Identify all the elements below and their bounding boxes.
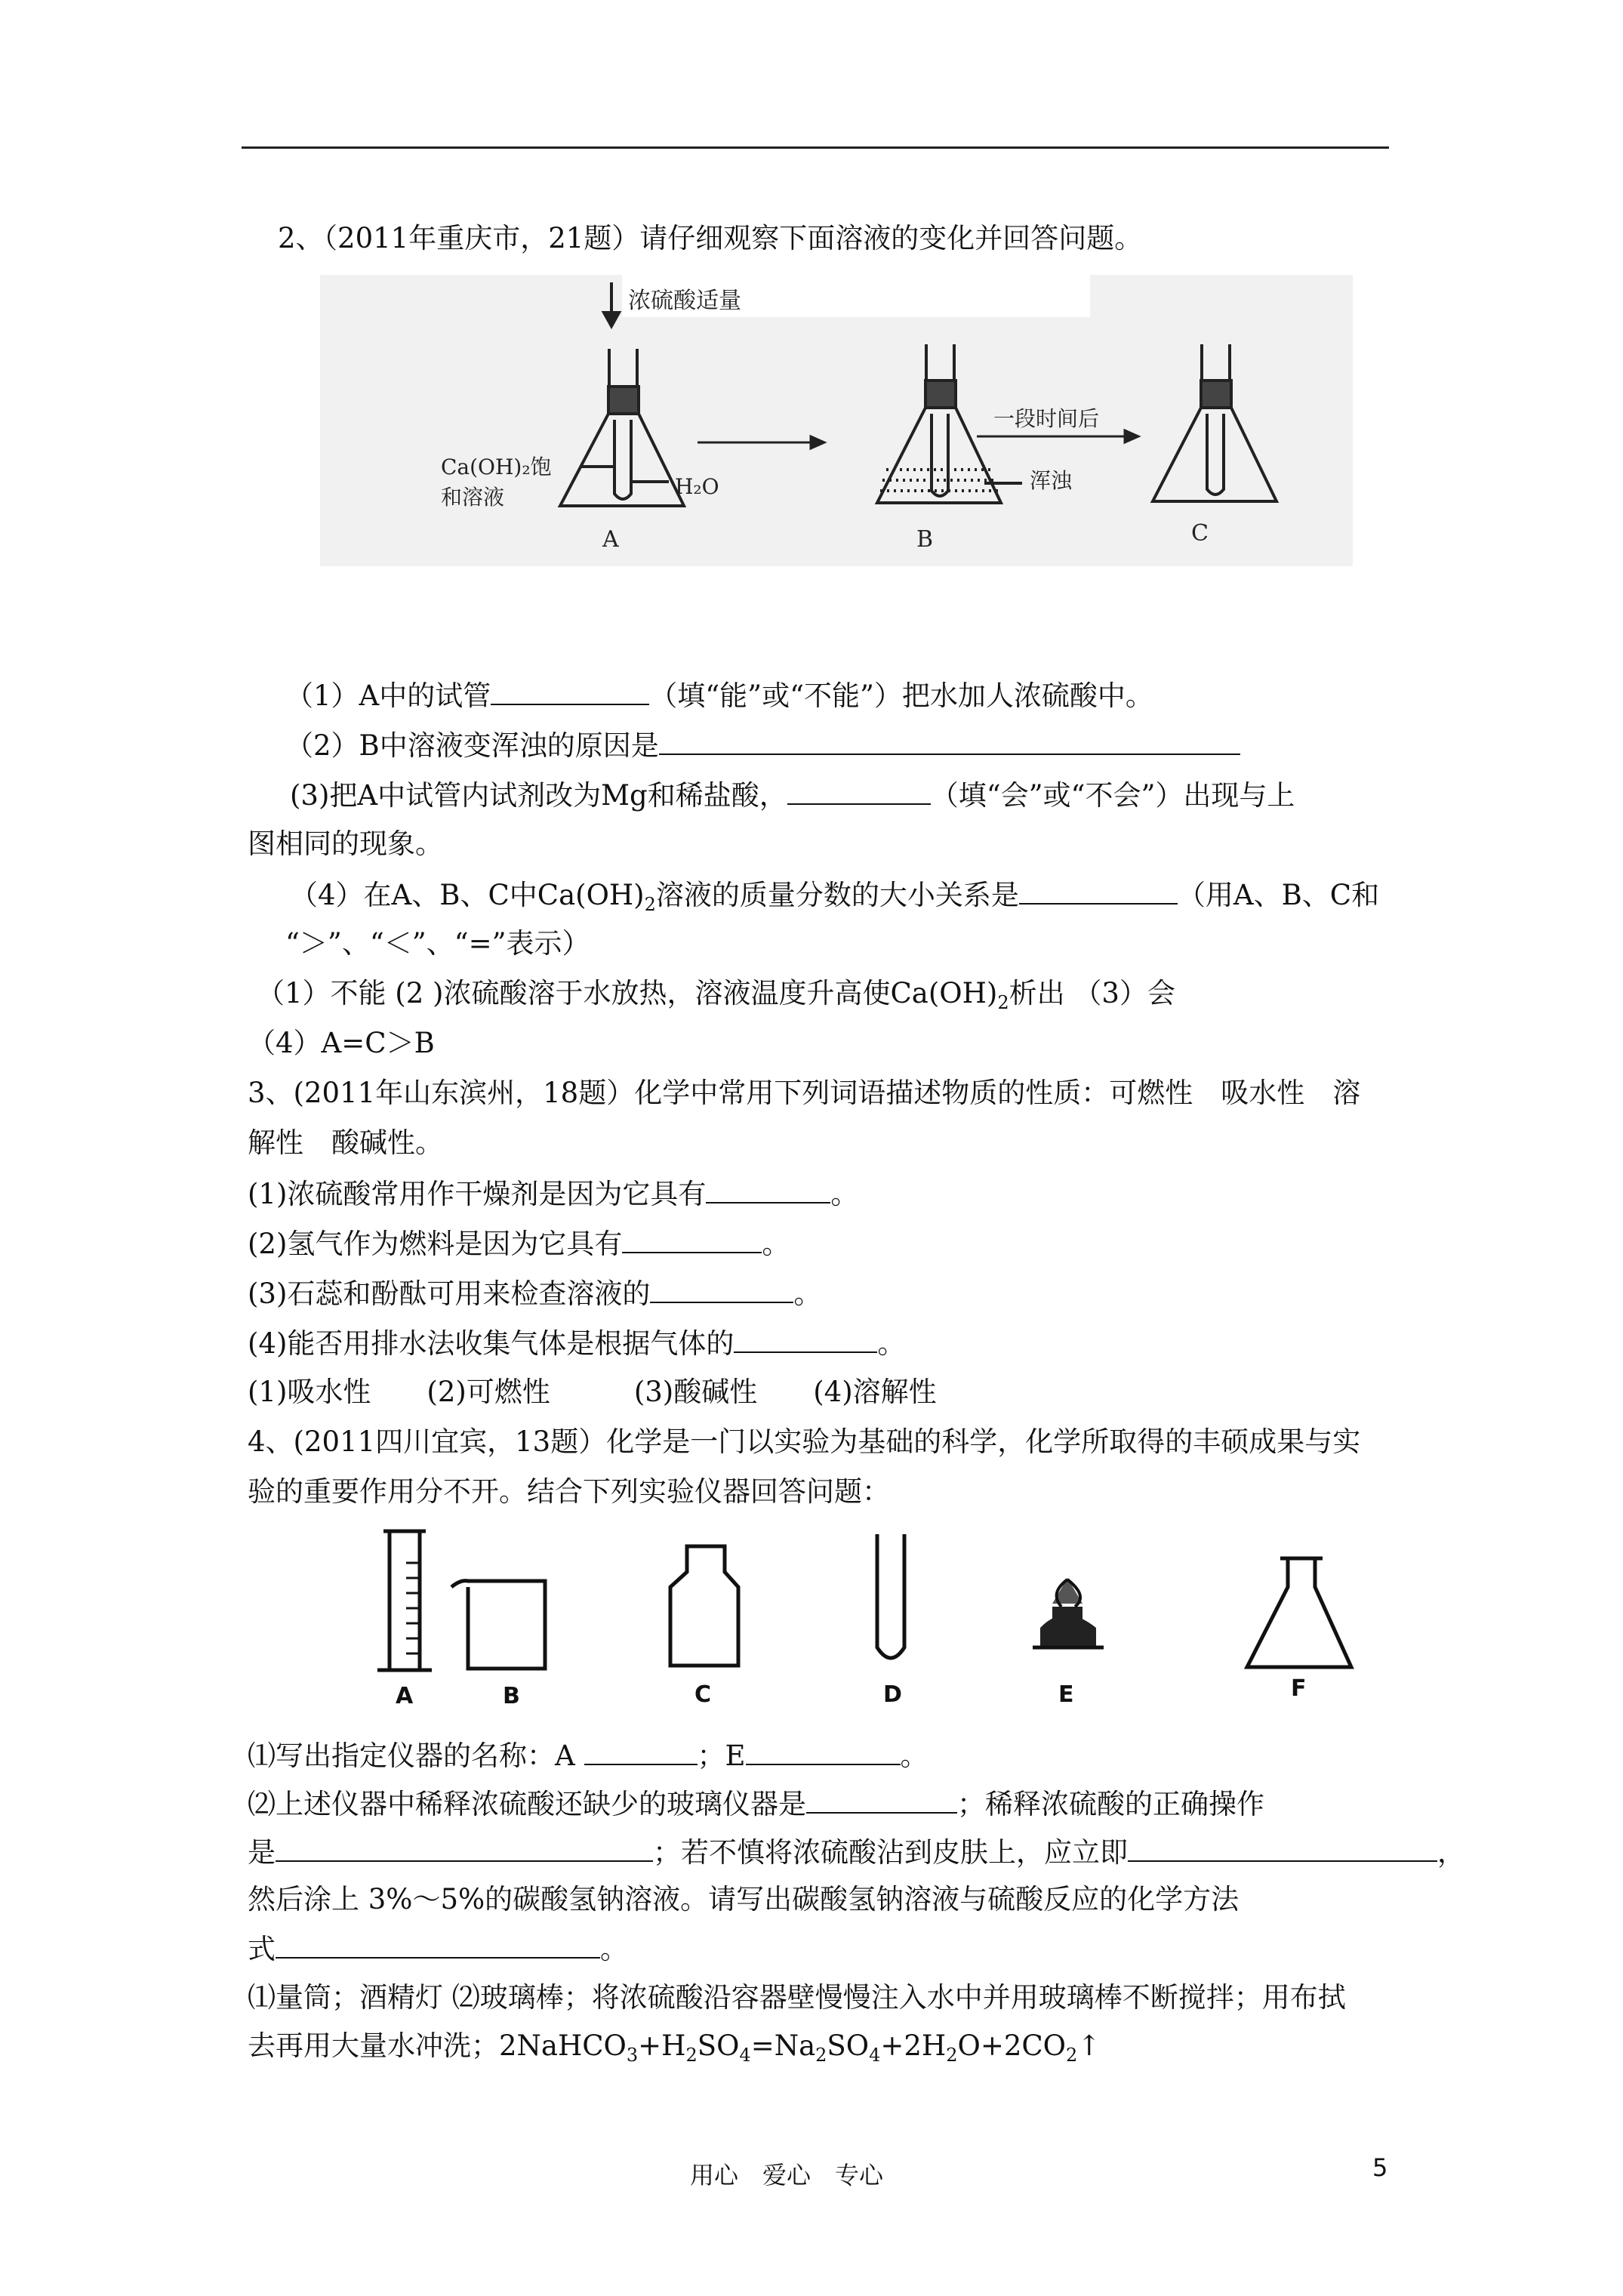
solution-label-2: 和溶液: [441, 485, 505, 510]
q4-part1: ⑴写出指定仪器的名称：A ；E 。: [248, 1737, 929, 1774]
answer-blank: [622, 1225, 762, 1253]
q2-part1: （1）A中的试管 （填“能”或“不能”）把水加人浓硫酸中。: [285, 676, 1153, 714]
time-label: 一段时间后: [993, 406, 1100, 431]
instrument-label-c: C: [694, 1681, 712, 1708]
answer-blank: [734, 1324, 877, 1353]
q3-sub4: (4)能否用排水法收集气体是根据气体的 。: [248, 1324, 905, 1362]
alcohol-lamp-e: [1033, 1578, 1104, 1647]
solution-label-1: Ca(OH)₂饱: [441, 455, 552, 479]
acid-label: 浓硫酸适量: [628, 288, 741, 314]
instrument-label-e: E: [1058, 1681, 1074, 1708]
answer-blank: [276, 1833, 653, 1862]
answer-blank: [706, 1175, 830, 1203]
q2-part4: （4）在A、B、C中$Ca(OH)_2$溶液的质量分数的大小关系是 （用A、B、C和: [290, 876, 1379, 914]
q2-heading: 2、（2011年重庆市，21题）请仔细观察下面溶液的变化并回答问题。: [278, 222, 1143, 254]
q4-answer-2: 去再用大量水冲洗；$2NaHCO_3+H_2SO_4=Na_2SO_4+2H_2O+2CO_2↑$: [248, 2029, 1101, 2066]
flask-label-c: C: [1191, 520, 1209, 547]
q2-answer-2: （4）A=C＞B: [248, 1027, 435, 1059]
answer-blank: [1128, 1833, 1437, 1862]
page-number: 5: [1372, 2153, 1388, 2182]
q3-sub2: (2)氢气作为燃料是因为它具有 。: [248, 1225, 790, 1262]
beaker-b: [451, 1581, 545, 1669]
instrument-label-b: B: [503, 1683, 520, 1709]
q2-figure: [320, 275, 1353, 566]
answer-blank: [659, 726, 1240, 755]
q3-heading: 3、(2011年山东滨州，18题）化学中常用下列词语描述物质的性质：可燃性 吸水性 溶: [248, 1077, 1361, 1109]
q4-heading: 4、(2011四川宜宾，13题）化学是一门以实验为基础的科学，化学所取得的丰硕成果与实: [248, 1425, 1361, 1458]
q4-instruments-figure: [370, 1518, 1397, 1721]
answer-blank: [491, 676, 649, 705]
q2-answer-1: （1）不能 (2 )浓硫酸溶于水放热，溶液温度升高使$Ca(OH)_2$析出 （3）会: [257, 977, 1175, 1013]
q3-heading-cont: 解性 酸碱性。: [248, 1126, 443, 1159]
q4-part2: ⑵上述仪器中稀释浓硫酸还缺少的玻璃仪器是 ；稀释浓硫酸的正确操作: [248, 1785, 1264, 1823]
q4-part2-cont2: 然后涂上 3%～5%的碳酸氢钠溶液。请写出碳酸氢钠溶液与硫酸反应的化学方法: [248, 1883, 1240, 1915]
footer-motto: 用心 爱心 专心: [690, 2161, 884, 2190]
test-tube-d: [877, 1534, 904, 1658]
instrument-label-f: F: [1291, 1675, 1307, 1702]
answer-blank: [1019, 876, 1178, 905]
graduated-cylinder-a: [377, 1531, 432, 1670]
water-label: H₂O: [675, 474, 719, 499]
q2-part4-cont: “＞”、“＜”、“=”表示）: [285, 927, 590, 960]
q2-part3-cont: 图相同的现象。: [248, 827, 443, 860]
q2-part3: (3)把A中试管内试剂改为Mg和稀盐酸， （填“会”或“不会”）出现与上: [290, 776, 1295, 814]
q3-sub3: (3)石蕊和酚酞可用来检查溶液的 。: [248, 1274, 821, 1312]
q4-part2-cont: 是 ；若不慎将浓硫酸沾到皮肤上，应立即 ，: [248, 1833, 1465, 1871]
turbid-label: 浑浊: [1030, 468, 1073, 493]
answer-blank: [650, 1274, 793, 1303]
q4-answer-1: ⑴量筒；酒精灯 ⑵玻璃棒；将浓硫酸沿容器壁慢慢注入水中并用玻璃棒不断搅拌；用布拭: [248, 1981, 1346, 2014]
reagent-bottle-c: [670, 1546, 738, 1666]
conical-flask-f: [1247, 1558, 1351, 1667]
q2-part2: （2）B中溶液变浑浊的原因是: [285, 726, 1240, 764]
q3-answer: (1)吸水性 (2)可燃性 (3)酸碱性 (4)溶解性: [248, 1376, 937, 1408]
flask-label-b: B: [916, 526, 934, 553]
q3-sub1: (1)浓硫酸常用作干燥剂是因为它具有 。: [248, 1175, 858, 1213]
answer-blank: [584, 1737, 698, 1765]
header-rule: [242, 146, 1389, 149]
answer-blank: [276, 1930, 600, 1959]
q4-heading-cont: 验的重要作用分不开。结合下列实验仪器回答问题：: [248, 1475, 890, 1508]
answer-blank: [746, 1737, 901, 1765]
instrument-label-a: A: [396, 1683, 414, 1709]
answer-blank: [806, 1785, 957, 1814]
instrument-label-d: D: [883, 1681, 902, 1708]
q4-part2-cont3: 式 。: [248, 1930, 628, 1968]
flask-label-a: A: [602, 526, 619, 553]
answer-blank: [787, 776, 931, 805]
